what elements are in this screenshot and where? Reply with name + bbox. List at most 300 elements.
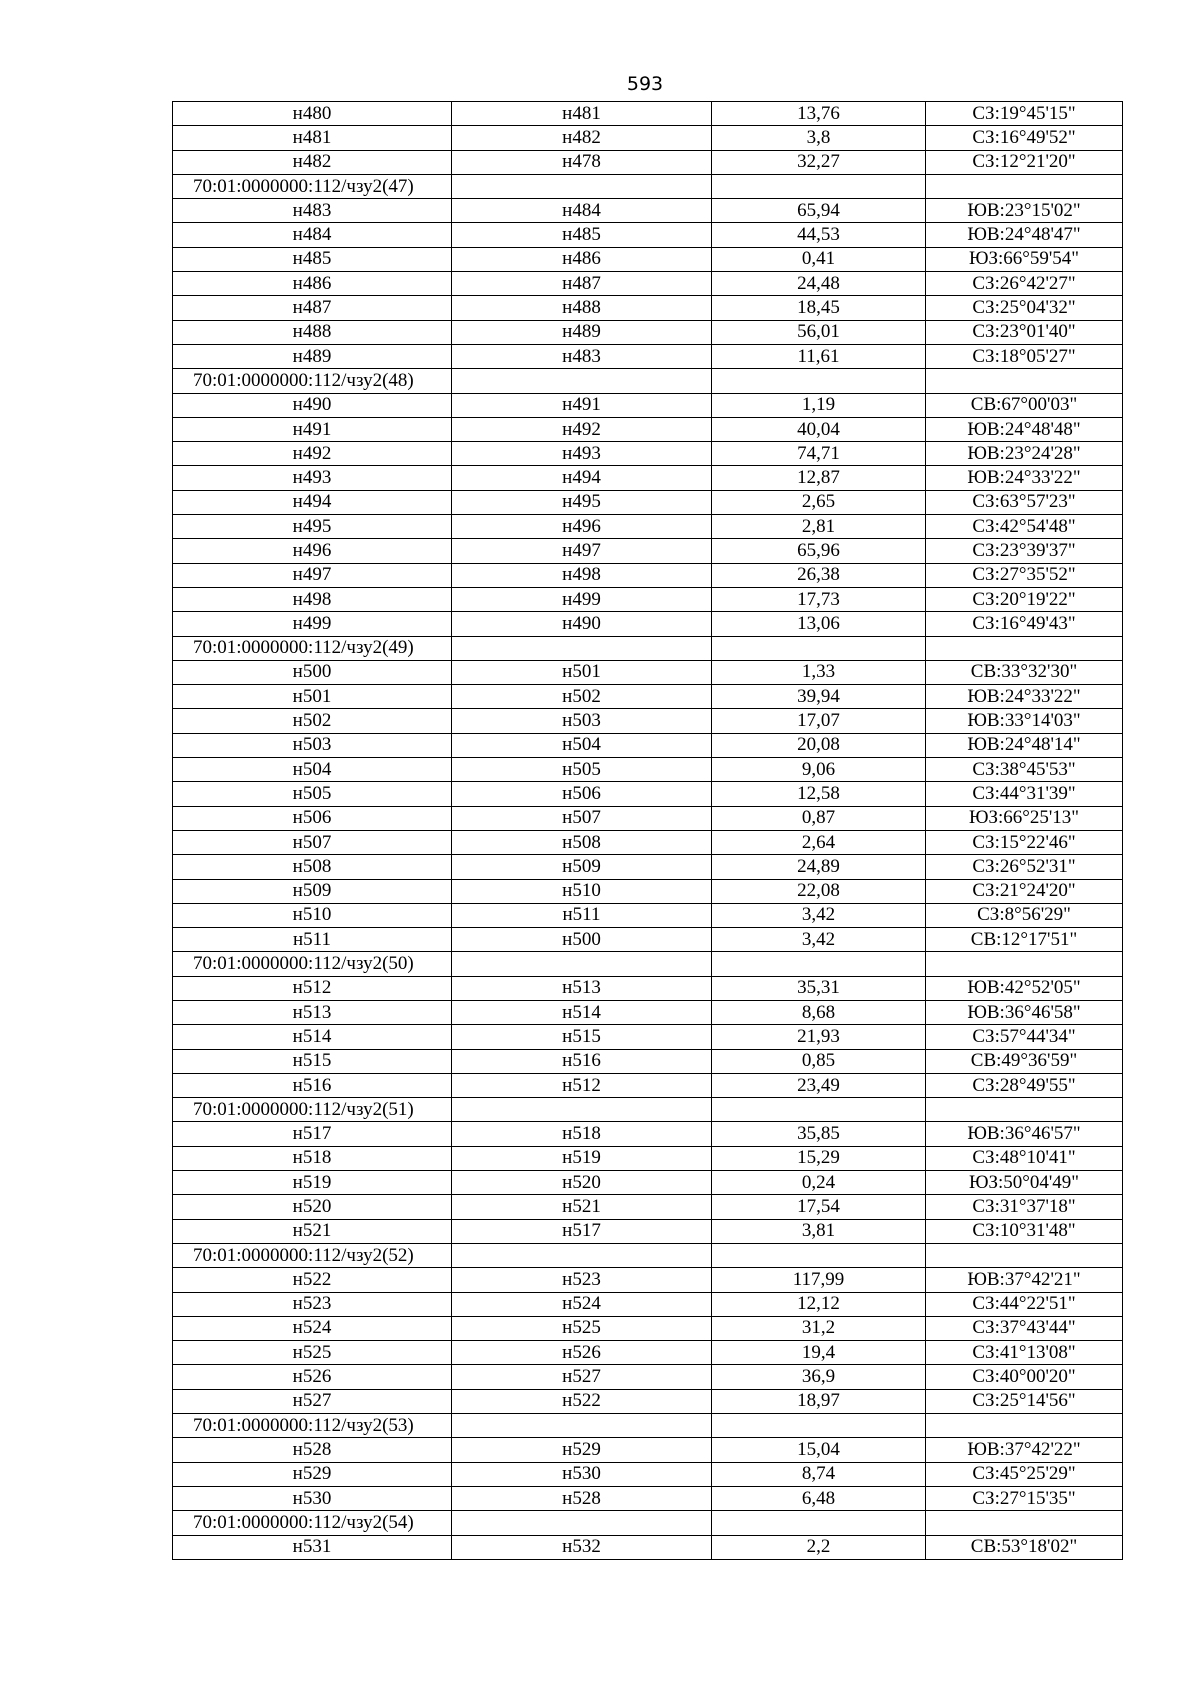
cell-distance: 32,27: [712, 150, 926, 174]
table-row: [173, 1316, 1123, 1340]
cell-bearing: СЗ:20°19'22": [926, 587, 1123, 611]
cell-bearing: ЮВ:24°48'14": [926, 733, 1123, 757]
table-row: [173, 1219, 1123, 1243]
cell-bearing: СВ:53°18'02": [926, 1535, 1123, 1559]
cell-to: н482: [452, 126, 712, 150]
cell-from: н530: [173, 1486, 452, 1510]
cell-distance: 35,85: [712, 1122, 926, 1146]
cell-to: н516: [452, 1049, 712, 1073]
cell-to: н520: [452, 1171, 712, 1195]
cell-from: н482: [173, 150, 452, 174]
cell-to: н502: [452, 685, 712, 709]
cell-bearing: СЗ:48°10'41": [926, 1146, 1123, 1170]
cell-distance: 24,89: [712, 855, 926, 879]
cell-from: н501: [173, 685, 452, 709]
cell-to: н528: [452, 1486, 712, 1510]
cell-to: н532: [452, 1535, 712, 1559]
cell-to: н523: [452, 1268, 712, 1292]
empty-cell: [926, 952, 1123, 976]
cell-bearing: ЮВ:24°48'47": [926, 223, 1123, 247]
cell-bearing: ЮВ:24°33'22": [926, 466, 1123, 490]
cell-bearing: СЗ:16°49'52": [926, 126, 1123, 150]
cell-from: н514: [173, 1025, 452, 1049]
cell-from: н517: [173, 1122, 452, 1146]
cell-bearing: СВ:33°32'30": [926, 660, 1123, 684]
table-row: [173, 417, 1123, 441]
cell-bearing: СЗ:25°14'56": [926, 1389, 1123, 1413]
empty-cell: [712, 636, 926, 660]
cell-distance: 3,8: [712, 126, 926, 150]
section-header-row: [173, 636, 1123, 660]
cell-bearing: СЗ:23°39'37": [926, 539, 1123, 563]
cell-from: н512: [173, 976, 452, 1000]
cell-to: н512: [452, 1073, 712, 1097]
cell-to: н485: [452, 223, 712, 247]
cell-bearing: СЗ:38°45'53": [926, 758, 1123, 782]
cell-distance: 9,06: [712, 758, 926, 782]
cell-to: н487: [452, 272, 712, 296]
table-row: [173, 1268, 1123, 1292]
section-label: 70:01:0000000:112/чзу2(52): [173, 1243, 452, 1267]
cell-bearing: ЮВ:24°33'22": [926, 685, 1123, 709]
table-row: [173, 199, 1123, 223]
cell-distance: 11,61: [712, 344, 926, 368]
table-row: [173, 1025, 1123, 1049]
cell-to: н498: [452, 563, 712, 587]
cell-bearing: СЗ:12°21'20": [926, 150, 1123, 174]
table-row: [173, 879, 1123, 903]
cell-to: н518: [452, 1122, 712, 1146]
table-row: [173, 1122, 1123, 1146]
table-row: [173, 320, 1123, 344]
table-row: [173, 976, 1123, 1000]
empty-cell: [452, 636, 712, 660]
cell-distance: 0,24: [712, 1171, 926, 1195]
cell-to: н521: [452, 1195, 712, 1219]
cell-bearing: СЗ:21°24'20": [926, 879, 1123, 903]
cell-to: н510: [452, 879, 712, 903]
cell-distance: 0,41: [712, 247, 926, 271]
cell-from: н502: [173, 709, 452, 733]
cell-to: н522: [452, 1389, 712, 1413]
cell-from: н527: [173, 1389, 452, 1413]
empty-cell: [712, 1511, 926, 1535]
cell-from: н521: [173, 1219, 452, 1243]
cell-bearing: СЗ:63°57'23": [926, 490, 1123, 514]
empty-cell: [712, 952, 926, 976]
table-row: [173, 928, 1123, 952]
cell-distance: 2,81: [712, 515, 926, 539]
cell-distance: 36,9: [712, 1365, 926, 1389]
cell-from: н528: [173, 1438, 452, 1462]
table-row: [173, 344, 1123, 368]
cell-from: н481: [173, 126, 452, 150]
cell-distance: 3,81: [712, 1219, 926, 1243]
cell-bearing: СЗ:41°13'08": [926, 1341, 1123, 1365]
cell-from: н504: [173, 758, 452, 782]
cell-distance: 12,87: [712, 466, 926, 490]
cell-to: н492: [452, 417, 712, 441]
cell-bearing: СЗ:57°44'34": [926, 1025, 1123, 1049]
cell-bearing: СЗ:23°01'40": [926, 320, 1123, 344]
cell-to: н490: [452, 612, 712, 636]
cell-distance: 3,42: [712, 928, 926, 952]
table-row: [173, 563, 1123, 587]
cell-to: н511: [452, 903, 712, 927]
cell-distance: 17,73: [712, 587, 926, 611]
cell-bearing: ЮВ:37°42'22": [926, 1438, 1123, 1462]
cell-distance: 0,87: [712, 806, 926, 830]
cell-to: н517: [452, 1219, 712, 1243]
section-label: 70:01:0000000:112/чзу2(54): [173, 1511, 452, 1535]
page-number: 593: [626, 73, 664, 95]
cell-to: н499: [452, 587, 712, 611]
section-header-row: [173, 174, 1123, 198]
table-row: [173, 685, 1123, 709]
cell-to: н530: [452, 1462, 712, 1486]
cell-to: н504: [452, 733, 712, 757]
cell-to: н500: [452, 928, 712, 952]
table-row: [173, 1389, 1123, 1413]
table-row: [173, 272, 1123, 296]
cell-from: н485: [173, 247, 452, 271]
table-row: [173, 490, 1123, 514]
cell-bearing: ЮВ:36°46'57": [926, 1122, 1123, 1146]
cell-bearing: ЮВ:36°46'58": [926, 1000, 1123, 1024]
table-row: [173, 758, 1123, 782]
cell-distance: 65,96: [712, 539, 926, 563]
section-header-row: [173, 1511, 1123, 1535]
cell-from: н524: [173, 1316, 452, 1340]
table-row: [173, 1146, 1123, 1170]
empty-cell: [712, 1414, 926, 1438]
empty-cell: [926, 1243, 1123, 1267]
table-row: [173, 782, 1123, 806]
table-row: [173, 612, 1123, 636]
cell-bearing: ЮВ:23°15'02": [926, 199, 1123, 223]
cell-distance: 26,38: [712, 563, 926, 587]
table-row: [173, 247, 1123, 271]
cell-distance: 20,08: [712, 733, 926, 757]
cell-from: н511: [173, 928, 452, 952]
cell-bearing: ЮВ:24°48'48": [926, 417, 1123, 441]
empty-cell: [926, 1098, 1123, 1122]
cell-distance: 44,53: [712, 223, 926, 247]
cell-to: н525: [452, 1316, 712, 1340]
cell-to: н483: [452, 344, 712, 368]
cell-from: н499: [173, 612, 452, 636]
cell-from: н503: [173, 733, 452, 757]
cell-from: н510: [173, 903, 452, 927]
table-row: [173, 126, 1123, 150]
cell-distance: 17,54: [712, 1195, 926, 1219]
table-row: [173, 709, 1123, 733]
cell-from: н490: [173, 393, 452, 417]
empty-cell: [452, 1243, 712, 1267]
cell-to: н526: [452, 1341, 712, 1365]
table-row: [173, 1000, 1123, 1024]
cell-distance: 23,49: [712, 1073, 926, 1097]
table-row: [173, 515, 1123, 539]
cell-to: н508: [452, 830, 712, 854]
cell-distance: 8,68: [712, 1000, 926, 1024]
cell-distance: 1,33: [712, 660, 926, 684]
section-label: 70:01:0000000:112/чзу2(48): [173, 369, 452, 393]
cell-from: н488: [173, 320, 452, 344]
cell-distance: 13,06: [712, 612, 926, 636]
section-header-row: [173, 952, 1123, 976]
cell-distance: 2,65: [712, 490, 926, 514]
table-row: [173, 903, 1123, 927]
cell-bearing: СЗ:10°31'48": [926, 1219, 1123, 1243]
cell-from: н508: [173, 855, 452, 879]
cell-to: н493: [452, 442, 712, 466]
table-row: [173, 587, 1123, 611]
empty-cell: [452, 174, 712, 198]
cell-distance: 12,58: [712, 782, 926, 806]
cell-to: н478: [452, 150, 712, 174]
cell-distance: 12,12: [712, 1292, 926, 1316]
empty-cell: [452, 1414, 712, 1438]
cell-distance: 21,93: [712, 1025, 926, 1049]
cell-to: н501: [452, 660, 712, 684]
cell-from: н522: [173, 1268, 452, 1292]
empty-cell: [712, 1098, 926, 1122]
cell-from: н519: [173, 1171, 452, 1195]
table-body: [173, 102, 1123, 1560]
cell-distance: 39,94: [712, 685, 926, 709]
cell-bearing: ЮВ:23°24'28": [926, 442, 1123, 466]
cell-distance: 40,04: [712, 417, 926, 441]
cell-to: н514: [452, 1000, 712, 1024]
cell-bearing: СЗ:26°52'31": [926, 855, 1123, 879]
cell-from: н493: [173, 466, 452, 490]
cell-to: н481: [452, 102, 712, 126]
table-row: [173, 1535, 1123, 1559]
cell-bearing: СВ:12°17'51": [926, 928, 1123, 952]
table-row: [173, 1341, 1123, 1365]
cell-from: н496: [173, 539, 452, 563]
cell-to: н495: [452, 490, 712, 514]
cell-distance: 19,4: [712, 1341, 926, 1365]
boundary-coordinates-table: [172, 101, 1123, 1560]
section-label: 70:01:0000000:112/чзу2(50): [173, 952, 452, 976]
cell-bearing: СЗ:44°22'51": [926, 1292, 1123, 1316]
cell-bearing: СЗ:25°04'32": [926, 296, 1123, 320]
cell-bearing: СЗ:27°15'35": [926, 1486, 1123, 1510]
cell-from: н523: [173, 1292, 452, 1316]
table-row: [173, 393, 1123, 417]
cell-to: н529: [452, 1438, 712, 1462]
cell-distance: 15,29: [712, 1146, 926, 1170]
cell-distance: 17,07: [712, 709, 926, 733]
cell-from: н498: [173, 587, 452, 611]
cell-bearing: СВ:49°36'59": [926, 1049, 1123, 1073]
cell-distance: 35,31: [712, 976, 926, 1000]
cell-from: н520: [173, 1195, 452, 1219]
table-row: [173, 855, 1123, 879]
empty-cell: [712, 369, 926, 393]
cell-distance: 15,04: [712, 1438, 926, 1462]
table-row: [173, 466, 1123, 490]
cell-distance: 65,94: [712, 199, 926, 223]
table-row: [173, 296, 1123, 320]
cell-bearing: ЮВ:37°42'21": [926, 1268, 1123, 1292]
table-row: [173, 1292, 1123, 1316]
cell-to: н494: [452, 466, 712, 490]
table-row: [173, 806, 1123, 830]
empty-cell: [712, 174, 926, 198]
table-row: [173, 1438, 1123, 1462]
section-label: 70:01:0000000:112/чзу2(47): [173, 174, 452, 198]
cell-distance: 24,48: [712, 272, 926, 296]
table-row: [173, 1462, 1123, 1486]
cell-to: н513: [452, 976, 712, 1000]
cell-bearing: СЗ:26°42'27": [926, 272, 1123, 296]
table-row: [173, 1195, 1123, 1219]
cell-from: н507: [173, 830, 452, 854]
cell-to: н527: [452, 1365, 712, 1389]
cell-from: н497: [173, 563, 452, 587]
table-row: [173, 1365, 1123, 1389]
empty-cell: [926, 369, 1123, 393]
cell-bearing: ЮЗ:66°59'54": [926, 247, 1123, 271]
section-label: 70:01:0000000:112/чзу2(51): [173, 1098, 452, 1122]
table-row: [173, 733, 1123, 757]
cell-from: н487: [173, 296, 452, 320]
cell-distance: 56,01: [712, 320, 926, 344]
cell-from: н525: [173, 1341, 452, 1365]
cell-distance: 18,45: [712, 296, 926, 320]
cell-from: н505: [173, 782, 452, 806]
cell-bearing: СВ:67°00'03": [926, 393, 1123, 417]
cell-to: н506: [452, 782, 712, 806]
table-row: [173, 102, 1123, 126]
cell-bearing: ЮВ:42°52'05": [926, 976, 1123, 1000]
cell-bearing: СЗ:19°45'15": [926, 102, 1123, 126]
cell-from: н506: [173, 806, 452, 830]
cell-from: н491: [173, 417, 452, 441]
empty-cell: [452, 1511, 712, 1535]
cell-distance: 117,99: [712, 1268, 926, 1292]
cell-distance: 31,2: [712, 1316, 926, 1340]
empty-cell: [926, 174, 1123, 198]
cell-to: н509: [452, 855, 712, 879]
cell-to: н496: [452, 515, 712, 539]
cell-distance: 2,64: [712, 830, 926, 854]
cell-bearing: ЮВ:33°14'03": [926, 709, 1123, 733]
cell-distance: 0,85: [712, 1049, 926, 1073]
section-header-row: [173, 1098, 1123, 1122]
empty-cell: [452, 952, 712, 976]
cell-from: н526: [173, 1365, 452, 1389]
cell-from: н509: [173, 879, 452, 903]
table-row: [173, 660, 1123, 684]
table-row: [173, 150, 1123, 174]
cell-distance: 13,76: [712, 102, 926, 126]
cell-bearing: СЗ:8°56'29": [926, 903, 1123, 927]
table-row: [173, 223, 1123, 247]
cell-to: н484: [452, 199, 712, 223]
cell-distance: 3,42: [712, 903, 926, 927]
table-row: [173, 830, 1123, 854]
cell-bearing: СЗ:27°35'52": [926, 563, 1123, 587]
cell-distance: 22,08: [712, 879, 926, 903]
table-row: [173, 1171, 1123, 1195]
cell-bearing: СЗ:16°49'43": [926, 612, 1123, 636]
cell-from: н515: [173, 1049, 452, 1073]
cell-from: н486: [173, 272, 452, 296]
cell-to: н515: [452, 1025, 712, 1049]
cell-from: н495: [173, 515, 452, 539]
cell-bearing: СЗ:18°05'27": [926, 344, 1123, 368]
cell-bearing: СЗ:28°49'55": [926, 1073, 1123, 1097]
cell-bearing: СЗ:31°37'18": [926, 1195, 1123, 1219]
table-row: [173, 539, 1123, 563]
cell-bearing: СЗ:40°00'20": [926, 1365, 1123, 1389]
cell-bearing: СЗ:15°22'46": [926, 830, 1123, 854]
cell-from: н529: [173, 1462, 452, 1486]
cell-distance: 2,2: [712, 1535, 926, 1559]
cell-to: н507: [452, 806, 712, 830]
cell-from: н513: [173, 1000, 452, 1024]
table-row: [173, 1486, 1123, 1510]
empty-cell: [926, 1414, 1123, 1438]
empty-cell: [926, 636, 1123, 660]
cell-to: н491: [452, 393, 712, 417]
empty-cell: [452, 369, 712, 393]
cell-distance: 6,48: [712, 1486, 926, 1510]
cell-from: н531: [173, 1535, 452, 1559]
cell-to: н489: [452, 320, 712, 344]
section-header-row: [173, 1414, 1123, 1438]
cell-to: н524: [452, 1292, 712, 1316]
cell-bearing: СЗ:44°31'39": [926, 782, 1123, 806]
cell-to: н486: [452, 247, 712, 271]
empty-cell: [712, 1243, 926, 1267]
cell-from: н492: [173, 442, 452, 466]
cell-from: н516: [173, 1073, 452, 1097]
cell-from: н483: [173, 199, 452, 223]
cell-from: н480: [173, 102, 452, 126]
cell-from: н494: [173, 490, 452, 514]
cell-from: н518: [173, 1146, 452, 1170]
cell-to: н505: [452, 758, 712, 782]
cell-bearing: СЗ:42°54'48": [926, 515, 1123, 539]
cell-bearing: СЗ:37°43'44": [926, 1316, 1123, 1340]
cell-bearing: ЮЗ:50°04'49": [926, 1171, 1123, 1195]
table-row: [173, 442, 1123, 466]
section-header-row: [173, 369, 1123, 393]
cell-to: н503: [452, 709, 712, 733]
empty-cell: [452, 1098, 712, 1122]
section-header-row: [173, 1243, 1123, 1267]
cell-to: н497: [452, 539, 712, 563]
table-row: [173, 1049, 1123, 1073]
cell-bearing: СЗ:45°25'29": [926, 1462, 1123, 1486]
cell-distance: 74,71: [712, 442, 926, 466]
cell-distance: 1,19: [712, 393, 926, 417]
cell-from: н489: [173, 344, 452, 368]
cell-to: н519: [452, 1146, 712, 1170]
table-row: [173, 1073, 1123, 1097]
empty-cell: [926, 1511, 1123, 1535]
cell-distance: 8,74: [712, 1462, 926, 1486]
section-label: 70:01:0000000:112/чзу2(49): [173, 636, 452, 660]
cell-bearing: ЮЗ:66°25'13": [926, 806, 1123, 830]
cell-from: н500: [173, 660, 452, 684]
cell-to: н488: [452, 296, 712, 320]
